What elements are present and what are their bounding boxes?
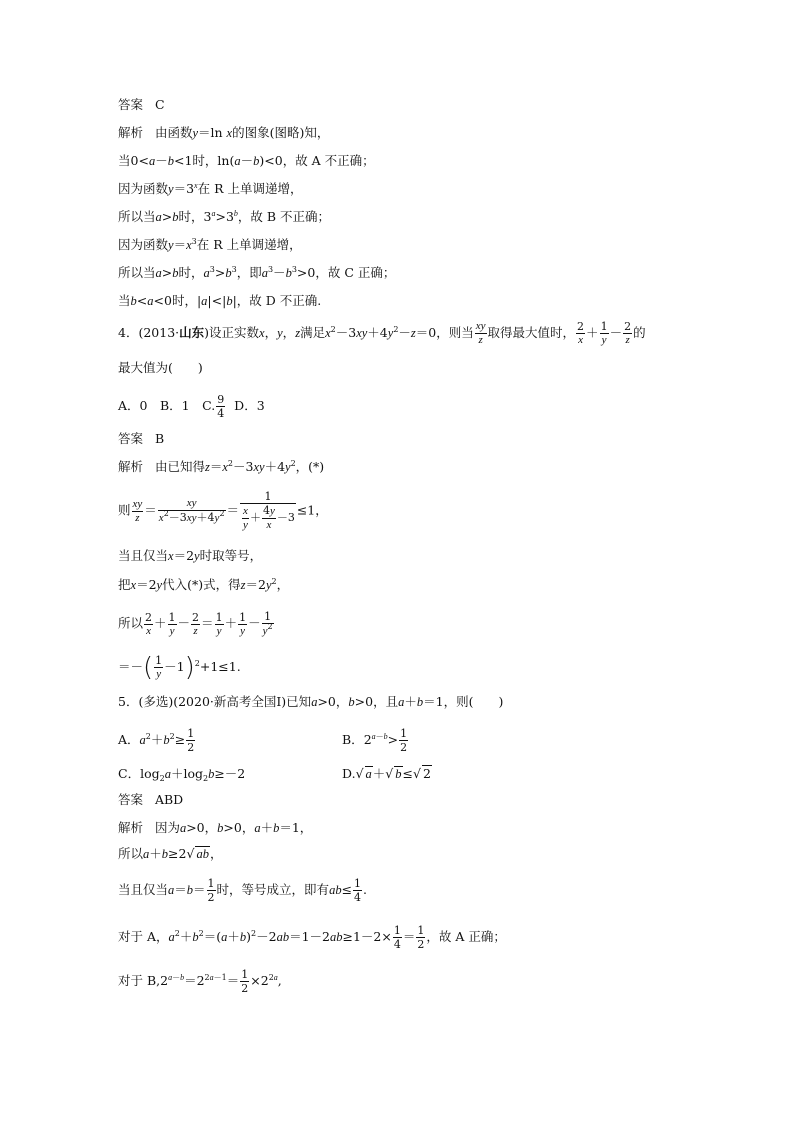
q4-analysis-line-2: 则 $\frac{xy}{z}$ ＝ $\frac{xy}{x^2-3xy+4y^2}$ ＝ 1 $\frac{x}{y}$ ＋ $\frac{4y}{x}$ －3 ≤1， bbox=[118, 490, 328, 531]
q5-analysis-line-4: 对于 A，$a^2+b^2=(a+b)^2-2ab=1-2ab\ge 1-2\times$ $\frac{1}{4}$ ＝ $\frac{1}{2}$ ，故 A 正确； bbox=[118, 924, 506, 951]
q3-analysis-line-3: 因为函数$y=3^x$在 R 上单调递增， bbox=[118, 181, 303, 196]
q4-analysis-line-6: ＝－( $\frac{1}{y}$ －1)$^2$+1≤1. bbox=[118, 652, 241, 683]
q4-analysis-line-1: 解析 由已知得$z=x^2-3xy+4y^2$，(*) bbox=[118, 459, 325, 474]
q5-option-c: C．$\log_2a+\log_2b\ge-2$ bbox=[118, 766, 246, 783]
q4-stem-line-2: 最大值为( ) bbox=[118, 360, 203, 375]
q5-analysis-line-2: 所以a＋b≥2√ ab， bbox=[118, 846, 223, 861]
q3-analysis-line-1: 解析 由函数y＝ln x的图象(图略)知， bbox=[118, 125, 330, 140]
q5-answer: ABD bbox=[154, 792, 184, 807]
q5-options-row-1 bbox=[0, 727, 794, 754]
q5-option-d: D.√ a＋√ b≤√ 2 bbox=[342, 766, 431, 781]
q4-analysis-line-3: 当且仅当x＝2y时取等号， bbox=[118, 548, 263, 563]
q5-analysis-line-5: 对于 $B,2^{a-b}=2^{2a-1}=$ $\frac{1}{2}$ $\times 2^{2a}$, bbox=[118, 968, 282, 995]
q4-answer-line: 答案 B bbox=[118, 431, 165, 446]
q3-analysis-line-7: 当b<a<0时，|a|<|b|，故 D 不正确. bbox=[118, 293, 322, 308]
q5-analysis-line-1: 解析 因为a>0，b>0，a＋b＝1， bbox=[118, 820, 313, 835]
q4-analysis-line-4: 把x＝2y代入(*)式，得$z=2y^2$， bbox=[118, 577, 290, 592]
q3-analysis-line-4: 所以当a>b时，$3^a>3^b$，故 B 不正确； bbox=[118, 209, 331, 224]
q4-stem-line-1: 4．(2013·山东)设正实数x，y，z满足$x^2-3xy+4y^2-z=0$，则当 $\frac{xy}{z}$ 取得最大值时， $\frac{2}{x}$ ＋ $\frac{1}{y}$ － $\frac{2}{z}$ 的 bbox=[118, 320, 646, 346]
q4-analysis-line-5: 所以 $\frac{2}{x}$ ＋ $\frac{1}{y}$ － $\frac{2}{z}$ ＝ $\frac{1}{y}$ ＋ $\frac{1}{y}$ － $\frac{1}{y^2}$ bbox=[118, 610, 273, 637]
q5-option-b: B．$2^{a-b}>$ $\frac{1}{2}$ bbox=[342, 727, 408, 754]
q3-analysis-line-2: 当0<a－b<1时，ln(a－b)<0，故 A 不正确； bbox=[118, 153, 375, 168]
q3-answer-line: 答案 C bbox=[118, 97, 165, 112]
q3-answer: C bbox=[154, 97, 165, 112]
q3-analysis-line-6: 所以当a>b时，$a^3>b^3$，即$a^3-b^3>0$，故 C 正确； bbox=[118, 265, 396, 280]
q3-analysis-line-5: 因为函数$y=x^3$在 R 上单调递增， bbox=[118, 237, 302, 252]
q5-options-row-2 bbox=[0, 764, 794, 784]
q5-analysis-line-3: 当且仅当a＝b＝ $\frac{1}{2}$ 时，等号成立，即有ab≤ $\frac{1}{4}$ . bbox=[118, 877, 368, 904]
q5-option-a: A．$a^2+b^2\ge$ $\frac{1}{2}$ bbox=[118, 727, 195, 754]
q4-answer: B bbox=[154, 431, 165, 446]
q4-options: A．0 B．1 C. $\frac{9}{4}$ D．3 bbox=[118, 393, 265, 420]
q5-stem: 5．(多选)(2020·新高考全国Ⅰ)已知a>0，b>0，且a＋b＝1，则( ) bbox=[118, 694, 504, 709]
q5-answer-line: 答案 ABD bbox=[118, 792, 184, 807]
